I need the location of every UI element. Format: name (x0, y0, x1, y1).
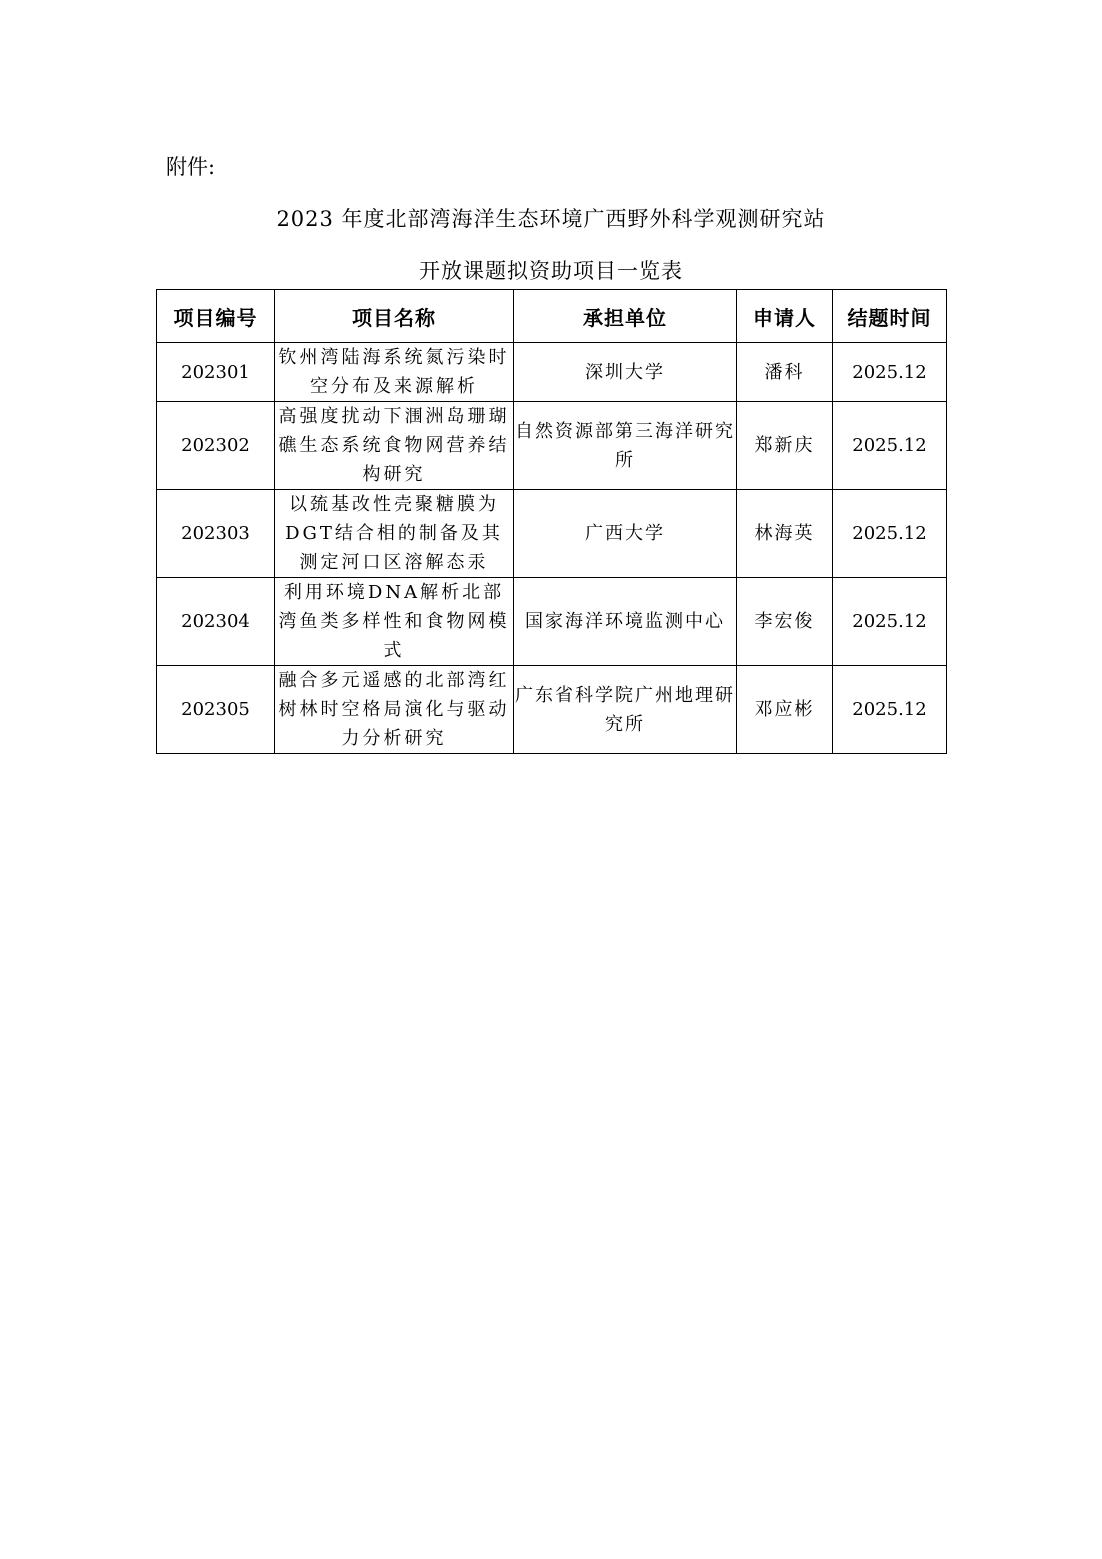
project-name-cell: 以巯基改性壳聚糖膜为DGT结合相的制备及其测定河口区溶解态汞 (275, 490, 514, 578)
table-row (157, 402, 947, 490)
unit-cell: 广西大学 (514, 490, 737, 578)
document-title-line-2: 开放课题拟资助项目一览表 (419, 259, 683, 283)
end-time-cell: 2025.12 (833, 402, 947, 490)
table-header-row (157, 290, 947, 343)
end-time-cell: 2025.12 (833, 490, 947, 578)
attachment-label: 附件: (166, 155, 216, 179)
header-project-name: 项目名称 (275, 290, 514, 343)
projects-table (156, 289, 947, 754)
unit-cell: 自然资源部第三海洋研究所 (514, 402, 737, 490)
applicant-cell: 潘科 (737, 343, 833, 402)
project-id-cell: 202302 (157, 402, 275, 490)
header-project-id: 项目编号 (157, 290, 275, 343)
table-row (157, 666, 947, 754)
unit-cell: 广东省科学院广州地理研究所 (514, 666, 737, 754)
applicant-cell: 李宏俊 (737, 578, 833, 666)
project-name-cell: 利用环境DNA解析北部湾鱼类多样性和食物网模式 (275, 578, 514, 666)
header-applicant: 申请人 (737, 290, 833, 343)
project-name-cell: 融合多元遥感的北部湾红树林时空格局演化与驱动力分析研究 (275, 666, 514, 754)
applicant-cell: 林海英 (737, 490, 833, 578)
end-time-cell: 2025.12 (833, 666, 947, 754)
applicant-cell: 邓应彬 (737, 666, 833, 754)
project-name-cell: 钦州湾陆海系统氮污染时空分布及来源解析 (275, 343, 514, 402)
end-time-cell: 2025.12 (833, 343, 947, 402)
unit-cell: 深圳大学 (514, 343, 737, 402)
project-id-cell: 202303 (157, 490, 275, 578)
header-unit: 承担单位 (514, 290, 737, 343)
table-row (157, 578, 947, 666)
header-end-time: 结题时间 (833, 290, 947, 343)
applicant-cell: 郑新庆 (737, 402, 833, 490)
unit-cell: 国家海洋环境监测中心 (514, 578, 737, 666)
table-row (157, 490, 947, 578)
project-name-cell: 高强度扰动下涠洲岛珊瑚礁生态系统食物网营养结构研究 (275, 402, 514, 490)
table-row (157, 343, 947, 402)
document-title-line-1: 2023 年度北部湾海洋生态环境广西野外科学观测研究站 (276, 207, 826, 231)
project-id-cell: 202301 (157, 343, 275, 402)
end-time-cell: 2025.12 (833, 578, 947, 666)
project-id-cell: 202305 (157, 666, 275, 754)
project-id-cell: 202304 (157, 578, 275, 666)
